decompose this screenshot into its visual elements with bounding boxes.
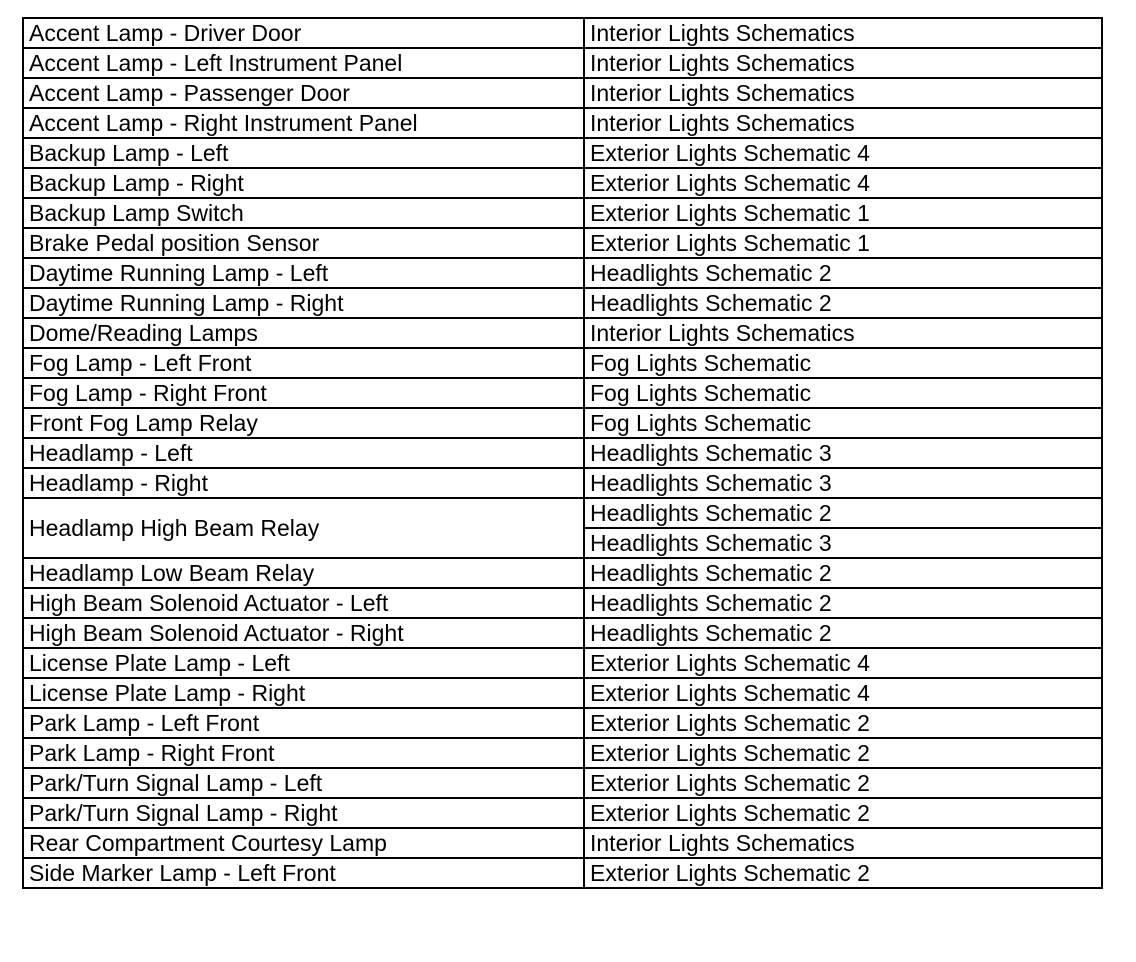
schematic-cell: Headlights Schematic 2 (584, 258, 1102, 288)
component-cell: Headlamp High Beam Relay (23, 498, 584, 558)
component-cell: Headlamp - Left (23, 438, 584, 468)
schematic-cell: Headlights Schematic 3 (584, 468, 1102, 498)
schematic-cell: Headlights Schematic 2 (584, 588, 1102, 618)
schematic-cell: Headlights Schematic 2 (584, 558, 1102, 588)
component-cell: Side Marker Lamp - Left Front (23, 858, 584, 888)
component-cell: Fog Lamp - Right Front (23, 378, 584, 408)
component-cell: Dome/Reading Lamps (23, 318, 584, 348)
table-row (23, 408, 1102, 438)
table-row (23, 648, 1102, 678)
table-row (23, 558, 1102, 588)
schematic-cell: Exterior Lights Schematic 2 (584, 708, 1102, 738)
schematic-cell: Interior Lights Schematics (584, 108, 1102, 138)
table-row (23, 678, 1102, 708)
component-cell: Rear Compartment Courtesy Lamp (23, 828, 584, 858)
component-cell: Accent Lamp - Left Instrument Panel (23, 48, 584, 78)
schematic-cell: Interior Lights Schematics (584, 318, 1102, 348)
schematic-cell: Exterior Lights Schematic 2 (584, 798, 1102, 828)
table-row (23, 348, 1102, 378)
schematic-cell: Exterior Lights Schematic 1 (584, 198, 1102, 228)
component-cell: Headlamp Low Beam Relay (23, 558, 584, 588)
schematic-cell: Headlights Schematic 2 (584, 618, 1102, 648)
schematic-cell: Fog Lights Schematic (584, 408, 1102, 438)
table-row (23, 378, 1102, 408)
table-row (23, 588, 1102, 618)
table-row (23, 618, 1102, 648)
table-row (23, 198, 1102, 228)
schematic-cell: Interior Lights Schematics (584, 828, 1102, 858)
component-schematic-index-table (22, 17, 1103, 889)
schematic-cell: Fog Lights Schematic (584, 378, 1102, 408)
table-row (23, 768, 1102, 798)
table-row (23, 168, 1102, 198)
component-cell: Backup Lamp - Left (23, 138, 584, 168)
schematic-cell: Headlights Schematic 2 (584, 288, 1102, 318)
table-body (23, 18, 1102, 888)
component-cell: Accent Lamp - Right Instrument Panel (23, 108, 584, 138)
schematic-cell: Exterior Lights Schematic 1 (584, 228, 1102, 258)
schematic-cell: Exterior Lights Schematic 4 (584, 168, 1102, 198)
schematic-cell: Headlights Schematic 2 (584, 498, 1102, 528)
table-row (23, 498, 1102, 528)
component-cell: Park/Turn Signal Lamp - Right (23, 798, 584, 828)
table-row (23, 438, 1102, 468)
schematic-cell: Fog Lights Schematic (584, 348, 1102, 378)
component-cell: Park/Turn Signal Lamp - Left (23, 768, 584, 798)
table-row (23, 828, 1102, 858)
component-cell: License Plate Lamp - Right (23, 678, 584, 708)
schematic-cell: Headlights Schematic 3 (584, 438, 1102, 468)
table-row (23, 78, 1102, 108)
component-cell: Headlamp - Right (23, 468, 584, 498)
component-cell: License Plate Lamp - Left (23, 648, 584, 678)
component-cell: Daytime Running Lamp - Right (23, 288, 584, 318)
schematic-cell: Exterior Lights Schematic 2 (584, 858, 1102, 888)
component-cell: Accent Lamp - Driver Door (23, 18, 584, 48)
component-cell: Brake Pedal position Sensor (23, 228, 584, 258)
schematic-cell: Interior Lights Schematics (584, 78, 1102, 108)
component-cell: High Beam Solenoid Actuator - Left (23, 588, 584, 618)
component-cell: Fog Lamp - Left Front (23, 348, 584, 378)
table-row (23, 108, 1102, 138)
schematic-cell: Interior Lights Schematics (584, 18, 1102, 48)
table-row (23, 708, 1102, 738)
table-row (23, 138, 1102, 168)
table-row (23, 288, 1102, 318)
table-row (23, 258, 1102, 288)
component-cell: Accent Lamp - Passenger Door (23, 78, 584, 108)
table-row (23, 48, 1102, 78)
table-row (23, 798, 1102, 828)
schematic-cell: Exterior Lights Schematic 2 (584, 738, 1102, 768)
table-row (23, 18, 1102, 48)
table-row (23, 858, 1102, 888)
schematic-cell: Exterior Lights Schematic 4 (584, 138, 1102, 168)
schematic-cell: Interior Lights Schematics (584, 48, 1102, 78)
component-cell: High Beam Solenoid Actuator - Right (23, 618, 584, 648)
schematic-cell: Exterior Lights Schematic 4 (584, 678, 1102, 708)
table-row (23, 738, 1102, 768)
schematic-cell: Exterior Lights Schematic 4 (584, 648, 1102, 678)
component-cell: Park Lamp - Right Front (23, 738, 584, 768)
component-cell: Front Fog Lamp Relay (23, 408, 584, 438)
table-row (23, 318, 1102, 348)
component-cell: Park Lamp - Left Front (23, 708, 584, 738)
table-row (23, 228, 1102, 258)
schematic-cell: Exterior Lights Schematic 2 (584, 768, 1102, 798)
component-cell: Backup Lamp - Right (23, 168, 584, 198)
component-cell: Daytime Running Lamp - Left (23, 258, 584, 288)
table-row (23, 468, 1102, 498)
component-cell: Backup Lamp Switch (23, 198, 584, 228)
schematic-cell: Headlights Schematic 3 (584, 528, 1102, 558)
